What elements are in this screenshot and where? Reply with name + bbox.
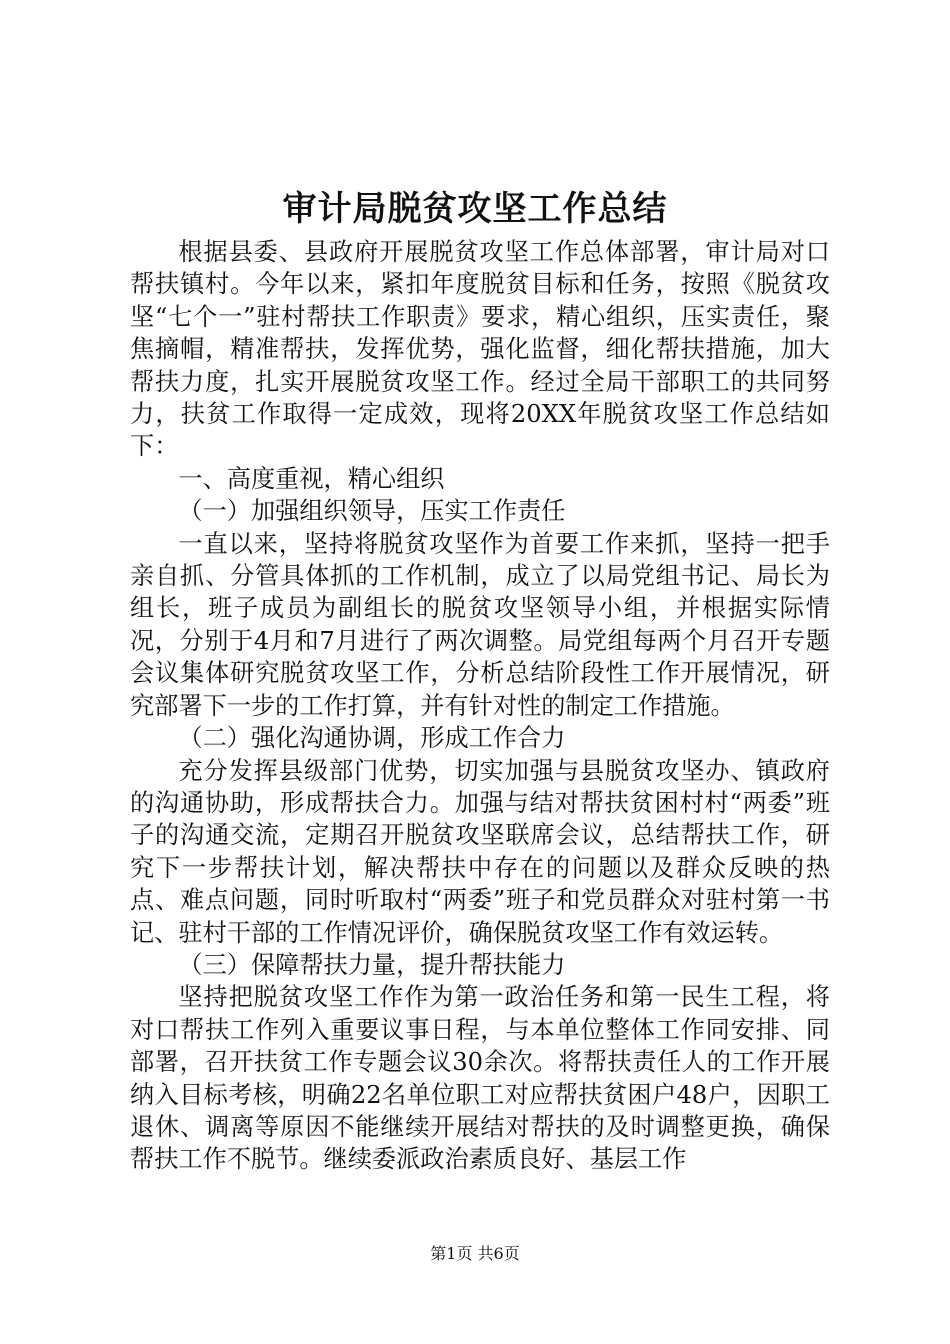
section-heading-1: 一、高度重视，精心组织 [178,464,445,493]
page-footer: 第1页 共6页 [430,1244,520,1263]
document-body [130,236,830,1176]
subsection-heading-1: （一）加强组织领导，压实工作责任 [178,497,566,526]
paragraph-2: 充分发挥县级部门优势，切实加强与县脱贫攻坚办、镇政府的沟通协助，形成帮扶合力。加强与结对帮扶贫困村村“两委”班子的沟通交流，定期召开脱贫攻坚联席会议，总结帮扶工作，研究下一步帮扶计划，解决帮扶中存在的问题以及群众反映的热点、难点问题，同时听取村“两委”班子和党员群众对驻村第一书记、驻村干部的工作情况评价，确保脱贫攻坚工作有效运转。 [130,756,830,947]
paragraph-3: 坚持把脱贫攻坚工作作为第一政治任务和第一民生工程，将对口帮扶工作列入重要议事日程，与本单位整体工作同安排、同部署，召开扶贫工作专题会议30余次。将帮扶责任人的工作开展纳入目标考核，明确22名单位职工对应帮扶贫困户48户，因职工退休、调离等原因不能继续开展结对帮扶的及时调整更换，确保帮扶工作不脱节。继续委派政治素质良好、基层工作 [130,983,830,1174]
subsection-heading-2: （二）强化沟通协调，形成工作合力 [178,724,566,753]
subsection-heading-3: （三）保障帮扶力量，提升帮扶能力 [178,950,566,979]
paragraph-intro: 根据县委、县政府开展脱贫攻坚工作总体部署，审计局对口帮扶镇村。今年以来，紧扣年度脱贫目标和任务，按照《脱贫攻坚“七个一”驻村帮扶工作职责》要求，精心组织，压实责任，聚焦摘帽，精准帮扶，发挥优势，强化监督，细化帮扶措施，加大帮扶力度，扎实开展脱贫攻坚工作。经过全局干部职工的共同努力，扶贫工作取得一定成效，现将20XX年脱贫攻坚工作总结如下： [130,238,830,461]
paragraph-1: 一直以来，坚持将脱贫攻坚作为首要工作来抓，坚持一把手亲自抓、分管具体抓的工作机制，成立了以局党组书记、局长为组长，班子成员为副组长的脱贫攻坚领导小组，并根据实际情况，分别于4月和7月进行了两次调整。局党组每两个月召开专题会议集体研究脱贫攻坚工作，分析总结阶段性工作开展情况，研究部署下一步的工作打算，并有针对性的制定工作措施。 [130,529,830,720]
document-title: 审计局脱贫攻坚工作总结 [282,189,668,229]
